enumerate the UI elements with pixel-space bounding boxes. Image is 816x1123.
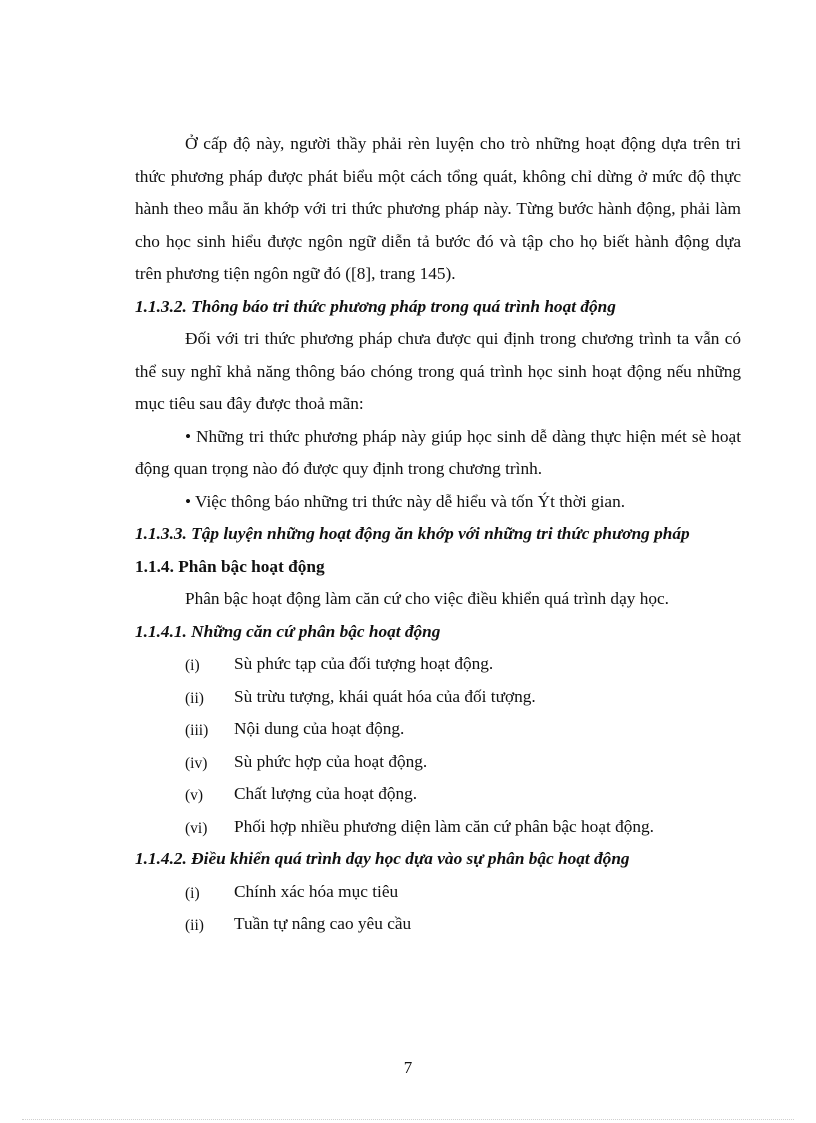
list-item-text: Sù phức tạp của đối tượng hoạt động. xyxy=(234,654,494,673)
list-item-number: (ii) xyxy=(185,917,204,934)
list-item xyxy=(135,811,741,844)
list-item-number: (i) xyxy=(185,657,200,674)
list-item-number: (i) xyxy=(185,884,200,902)
list-item-number: (v) xyxy=(185,787,204,804)
bullet-item-2: • Việc thông báo những tri thức này dễ hiểu và tốn Ýt thời gian. xyxy=(185,491,626,511)
list-item-number: (vi) xyxy=(185,819,208,837)
paragraph-intro: Ở cấp độ này, người thầy phải rèn luyện cho trò những hoạt động dựa trên tri thức phương pháp được phát biểu một cách tổng quát, không chỉ dừng ở mức độ thực hành theo mẫu ăn khớp với tri thức phương pháp này. Từng bước hành động, phải làm cho học sinh hiểu được ngôn ngữ diễn tả bước đó và tập cho họ biết hành động dựa trên phương tiện ngôn ngữ đó ([8], trang 145). xyxy=(135,134,741,283)
list-item xyxy=(135,876,741,909)
list-item xyxy=(135,778,741,811)
list-item xyxy=(135,681,741,714)
list-item-number: (ii) xyxy=(185,689,204,707)
list-item xyxy=(135,908,741,941)
control-list xyxy=(135,876,741,941)
heading-1-1-4-1: 1.1.4.1. Những căn cứ phân bậc hoạt động xyxy=(135,621,441,641)
list-item-text: Tuần tự nâng cao yêu cầu xyxy=(234,914,412,933)
page-number: 7 xyxy=(403,1058,413,1077)
list-item-text: Nội dung của hoạt động. xyxy=(234,719,405,738)
basis-list xyxy=(135,648,741,843)
paragraph-activity-levels: Phân bậc hoạt động làm căn cứ cho việc điều khiển quá trình dạy học. xyxy=(185,589,669,608)
list-item-number: (iv) xyxy=(185,754,208,772)
heading-1-1-3-3: 1.1.3.3. Tập luyện những hoạt động ăn khớp với những tri thức phương pháp xyxy=(135,524,690,543)
heading-1-1-4-2: 1.1.4.2. Điều khiển quá trình dạy học dựa vào sự phân bậc hoạt động xyxy=(135,849,630,868)
list-item-text: Chất lượng của hoạt động. xyxy=(234,784,418,803)
list-item-text: Sù phức hợp của hoạt động. xyxy=(234,751,428,771)
list-item xyxy=(135,713,741,746)
list-item-text: Chính xác hóa mục tiêu xyxy=(234,881,399,901)
paragraph-method-knowledge: Đối với tri thức phương pháp chưa được qui định trong chương trình ta vẫn có thể suy nghĩ khả năng thông báo chóng trong quá trình học sinh hoạt động nếu những mục tiêu sau đây được thoả mãn: xyxy=(135,329,741,413)
page-bottom-divider xyxy=(22,1119,794,1120)
page-body xyxy=(135,128,741,941)
list-item xyxy=(135,648,741,681)
list-item-text: Sù trừu tượng, khái quát hóa của đối tượng. xyxy=(234,686,536,706)
list-item-text: Phối hợp nhiều phương diện làm căn cứ phân bậc hoạt động. xyxy=(234,816,654,836)
list-item xyxy=(135,746,741,779)
heading-1-1-3-2: 1.1.3.2. Thông báo tri thức phương pháp trong quá trình hoạt động xyxy=(135,296,616,316)
heading-1-1-4: 1.1.4. Phân bậc hoạt động xyxy=(135,556,325,576)
list-item-number: (iii) xyxy=(185,722,209,739)
bullet-item-1: • Những tri thức phương pháp này giúp học sinh dễ dàng thực hiện mét sè hoạt động quan trọng nào đó được quy định trong chương trình. xyxy=(135,426,741,478)
